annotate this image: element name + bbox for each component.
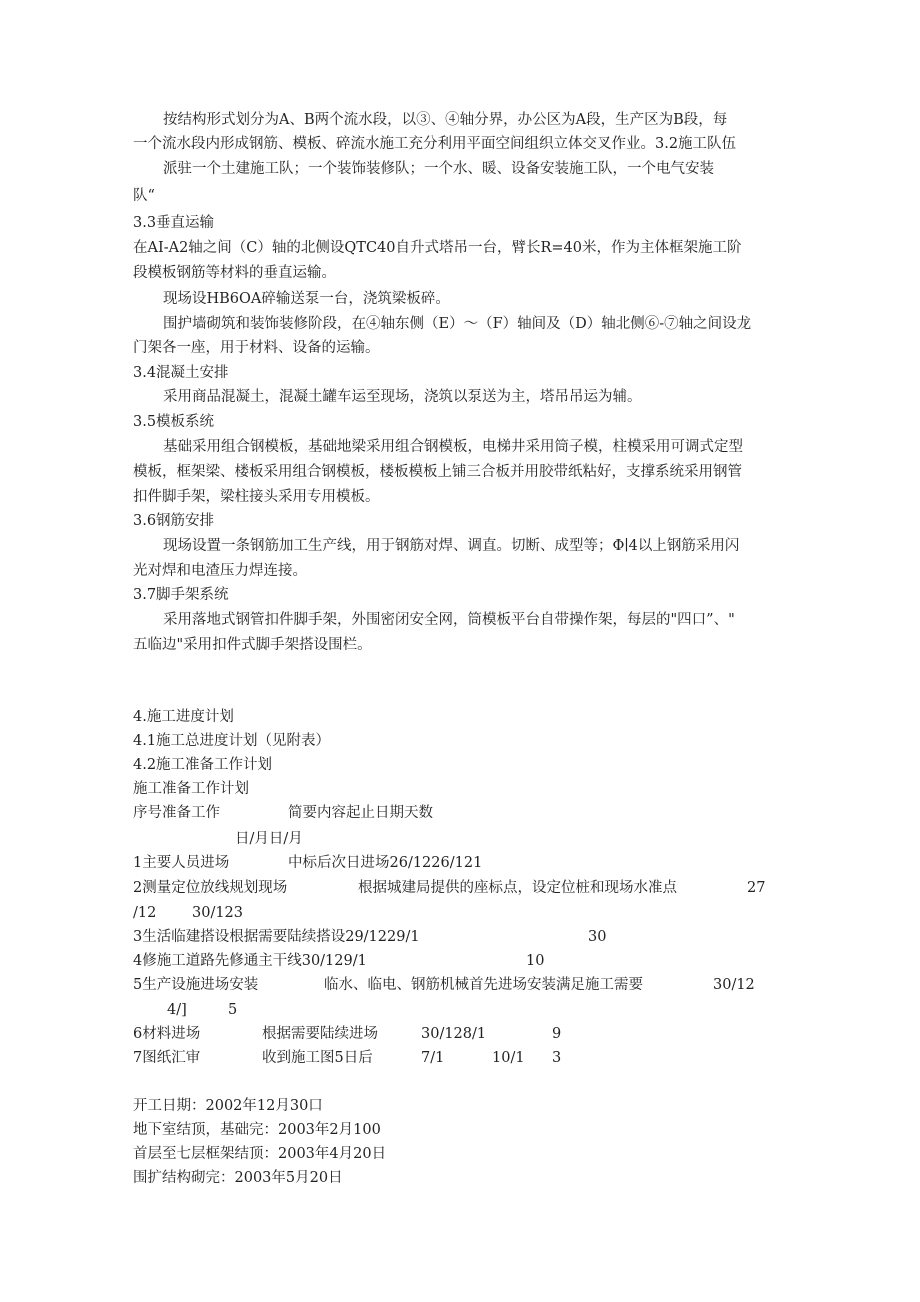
table-cell: 7图纸汇审 (133, 1050, 201, 1066)
table-cell: 1主要人员进场 (133, 855, 230, 871)
paragraph-line: 门架各一座，用于材料、设备的运输。 (133, 340, 380, 356)
paragraph-line: 现场设置一条钢筋加工生产线，用于钢筋对焊、调直。切断、成型等；Φ∣4以上钢筋采用闪 (163, 538, 740, 554)
milestone-line: 围扩结构砌完：2003年5月20日 (133, 1170, 343, 1186)
table-title: 施工准备工作计划 (133, 781, 249, 797)
table-cell: 10/1 (492, 1050, 525, 1066)
table-cell: 3生活临建搭设根据需要陆续搭设29/1229/1 (133, 929, 420, 945)
table-header-subcell: 日/月日/月 (235, 831, 303, 847)
section-heading: 3.3垂直运输 (133, 215, 215, 231)
table-cell: 9 (552, 1026, 562, 1042)
paragraph-line: 基础采用组合钢模板，基础地梁采用组合钢模板，电梯井采用筒子模，柱模采用可调式定型 (163, 439, 743, 455)
table-cell: 6材料进场 (133, 1026, 201, 1042)
paragraph-line: 按结构形式划分为A、B两个流水段，以③、④轴分界，办公区为A段，生产区为B段，每 (163, 112, 728, 128)
paragraph-line: 围护墙砌筑和装饰装修阶段，在④轴东侧（E）～（F）轴间及（D）轴北侧⑥-⑦轴之间设龙 (163, 316, 752, 332)
table-cell: 30/12 (713, 977, 755, 993)
section-heading: 3.7脚手架系统 (133, 587, 229, 603)
table-cell: 5 (228, 1002, 238, 1018)
table-cell: 30/128/1 (421, 1026, 487, 1042)
table-header-cell: 简要内容起止日期天数 (288, 805, 433, 821)
milestone-line: 地下室结顶，基础完：2003年2月100 (133, 1122, 381, 1138)
paragraph-line: 模板，框架梁、楼板采用组合钢模板，楼板模板上铺三合板并用胶带纸粘好，支撑系统采用钢管 (133, 464, 742, 480)
table-header-cell: 序号准备工作 (133, 805, 220, 821)
table-cell: 收到施工图5日后 (262, 1050, 373, 1066)
milestone-line: 首层至七层框架结顶：2003年4月20日 (133, 1146, 387, 1162)
section-heading: 4.1施工总进度计划（见附表） (133, 733, 331, 749)
table-cell: 4修施工道路先修通主干线30/129/1 (133, 953, 367, 969)
section-heading: 4.施工进度计划 (133, 709, 234, 725)
table-cell: 4/] (167, 1002, 187, 1018)
table-cell: 根据需要陆续进场 (262, 1026, 378, 1042)
table-cell: 临水、临电、钢筋机械首先进场安装满足施工需要 (324, 977, 643, 993)
table-cell: 2测量定位放线规划现场 (133, 880, 288, 896)
paragraph-line: 在AI-A2轴之间（C）轴的北侧设QTC40自升式塔吊一台，臂长R=40米，作为主体框架施工阶 (133, 240, 742, 256)
paragraph-line: 五临边"采用扣件式脚手架搭设围栏。 (133, 637, 372, 653)
table-cell: 3 (552, 1050, 562, 1066)
paragraph-line: 采用落地式钢管扣件脚手架，外围密闭安全网，筒模板平台自带操作架，每层的"四口”、" (163, 612, 735, 628)
paragraph-line: 扣件脚手架，梁柱接头采用专用模板。 (133, 489, 380, 505)
table-cell: 30 (588, 929, 607, 945)
paragraph-line: 段模板钢筋等材料的垂直运输。 (133, 265, 336, 281)
table-cell: 10 (526, 953, 545, 969)
table-cell: 5生产设施进场安装 (133, 977, 259, 993)
table-cell: 根据城建局提供的座标点，设定位桩和现场水准点 (358, 880, 677, 896)
milestone-line: 开工日期：2002年12月30口 (133, 1098, 323, 1114)
paragraph-line: 光对焊和电渣压力焊连接。 (133, 563, 307, 579)
paragraph-line: 派驻一个土建施工队；一个装饰装修队；一个水、暖、设备安装施工队，一个电气安装 (163, 161, 714, 177)
paragraph-line: 采用商品混凝土，混凝土罐车运至现场，浇筑以泵送为主，塔吊吊运为辅。 (163, 389, 642, 405)
section-heading: 3.4混凝土安排 (133, 365, 229, 381)
paragraph-line: 一个流水段内形成钢筋、模板、碎流水施工充分利用平面空间组织立体交叉作业。3.2施工队伍 (133, 136, 737, 152)
table-cell: 30/123 (192, 905, 244, 921)
table-cell: 27 (747, 880, 766, 896)
table-cell: 7/1 (421, 1050, 445, 1066)
table-cell: 中标后次日进场26/1226/121 (288, 855, 483, 871)
section-heading: 3.5模板系统 (133, 414, 215, 430)
section-heading: 4.2施工准备工作计划 (133, 757, 273, 773)
table-cell: /12 (133, 905, 157, 921)
paragraph-line: 现场设HB6OA碎输送泵一台，浇筑梁板碎。 (163, 291, 450, 307)
section-heading: 3.6钢筋安排 (133, 513, 215, 529)
paragraph-line: 队“ (133, 188, 155, 204)
